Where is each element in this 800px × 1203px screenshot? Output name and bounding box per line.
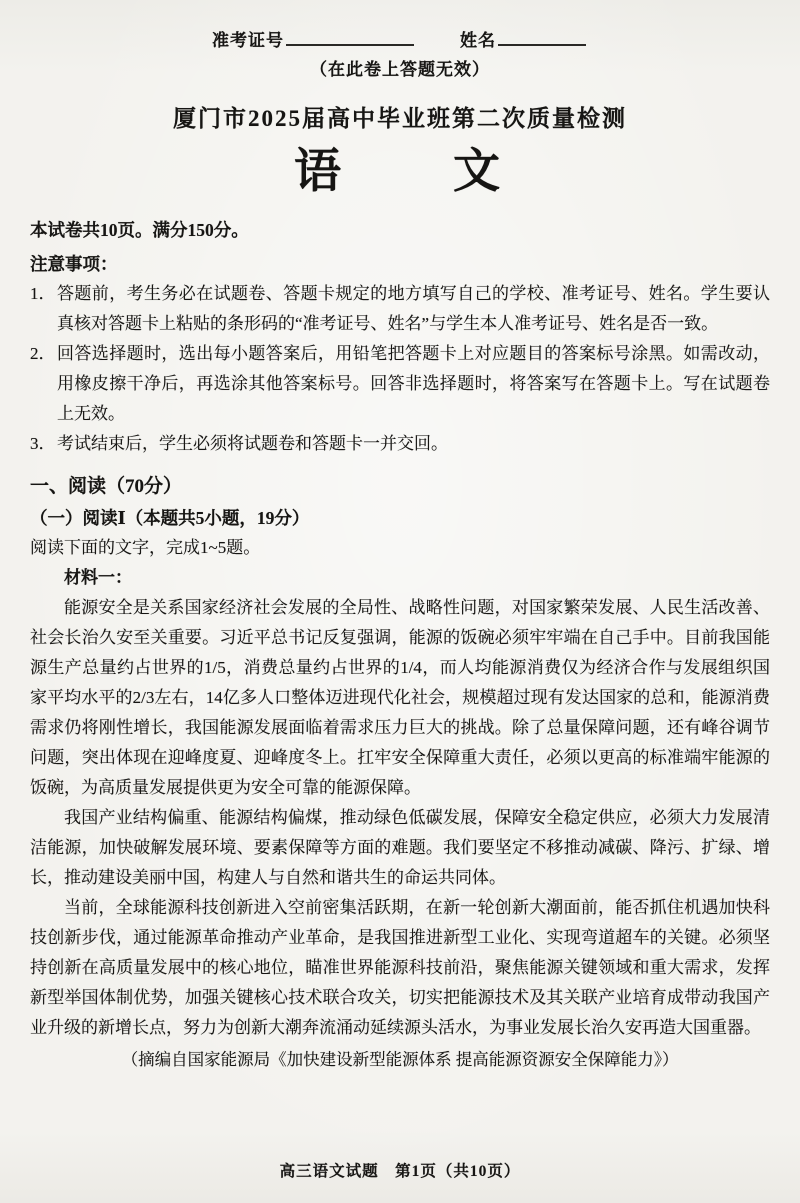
exam-no-label: 准考证号 xyxy=(212,31,284,50)
exam-title: 语 文 xyxy=(294,146,506,198)
notice-item xyxy=(30,429,770,459)
candidate-info-line xyxy=(30,26,770,50)
section-heading-reading: 一、阅读（70分） xyxy=(30,476,183,497)
invalid-notice: （在此卷上答题无效） xyxy=(310,60,490,79)
note-text: 考试结束后，学生必须将试题卷和答题卡一并交回。 xyxy=(57,434,448,453)
exam-no-blank xyxy=(286,31,414,46)
material-paragraph: 当前，全球能源科技创新进入空前密集活跃期，在新一轮创新大潮面前，能否抓住机遇加快科技创新步伐，通过能源革命推动产业革命，是我国推进新型工业化、实现弯道超车的关键。必须坚持创新在高质量发展中的核心地位，瞄准世界能源科技前沿，聚焦能源关键领域和重大需求，发挥新型举国体制优势，加强关键核心技术联合攻关，切实把能源技术及其关联产业培育成带动我国产业升级的新增长点，努力为创新大潮奔流涌动延续源头活水，为事业发展长治久安再造大国重器。 xyxy=(30,898,770,1037)
page-footer: 高三语文试题 第1页（共10页） xyxy=(279,1163,521,1180)
exam-subtitle: 厦门市2025届高中毕业班第二次质量检测 xyxy=(173,106,627,131)
notes-heading: 注意事项： xyxy=(30,254,118,274)
note-text: 回答选择题时，选出每小题答案后，用铅笔把答题卡上对应题目的答案标号涂黑。如需改动，用橡皮擦干净后，再选涂其他答案标号。回答非选择题时，将答案写在答题卡上。写在试题卷上无效。 xyxy=(57,344,770,423)
notice-item xyxy=(30,279,770,339)
note-text: 答题前，考生务必在试题卷、答题卡规定的地方填写自己的学校、准考证号、姓名。学生要认真核对答题卡上粘贴的条形码的“准考证号、姓名”与学生本人准考证号、姓名是否一致。 xyxy=(57,284,770,333)
reading-instruction: 阅读下面的文字，完成1~5题。 xyxy=(30,538,261,557)
note-number: 2． xyxy=(30,344,56,363)
name-blank xyxy=(498,31,586,46)
source-attribution: （摘编自国家能源局《加快建设新型能源体系 提高能源资源安全保障能力》） xyxy=(121,1050,679,1069)
name-label: 姓名 xyxy=(460,31,496,50)
material-paragraph: 我国产业结构偏重、能源结构偏煤，推动绿色低碳发展，保障安全稳定供应，必须大力发展清洁能源，加快破解发展环境、要素保障等方面的难题。我们要坚定不移推动减碳、降污、扩绿、增长，推动建设美丽中国，构建人与自然和谐共生的命运共同体。 xyxy=(30,808,770,887)
note-number: 3． xyxy=(30,434,56,453)
material-paragraph: 能源安全是关系国家经济社会发展的全局性、战略性问题，对国家繁荣发展、人民生活改善、社会长治久安至关重要。习近平总书记反复强调，能源的饭碗必须牢牢端在自己手中。目前我国能源生产总量约占世界的1/5，消费总量约占世界的1/4，而人均能源消费仅为经济合作与发展组织国家平均水平的2/3左右，14亿多人口整体迈进现代化社会，规模超过现有发达国家的总和，能源消费需求仍将刚性增长，我国能源发展面临着需求压力巨大的挑战。除了总量保障问题，还有峰谷调节问题，突出体现在迎峰度夏、迎峰度冬上。扛牢安全保障重大责任，必须以更高的标准端牢能源的饭碗，为高质量发展提供更为安全可靠的能源保障。 xyxy=(30,598,770,797)
paper-info: 本试卷共10页。满分150分。 xyxy=(30,220,249,240)
subsection-heading-reading-1: （一）阅读Ⅰ（本题共5小题，19分） xyxy=(30,508,310,528)
note-number: 1． xyxy=(30,284,56,303)
notice-item xyxy=(30,339,770,429)
material-one-label: 材料一： xyxy=(64,568,132,587)
